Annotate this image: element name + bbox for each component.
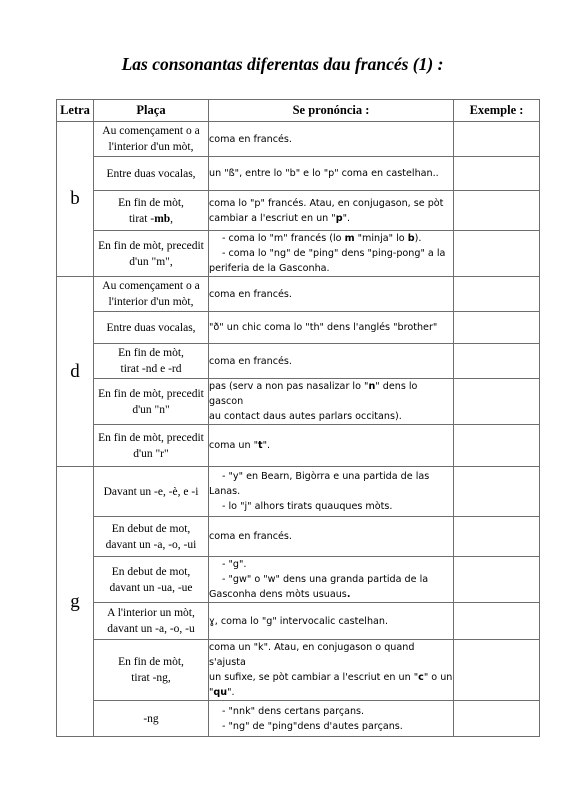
text-run: cambiar a l'escriut en un " [209, 212, 336, 224]
pronouncia-cell [209, 517, 454, 557]
exemple-cell [454, 312, 540, 344]
table-row [57, 467, 540, 517]
exemple-cell [454, 467, 540, 517]
pronouncia-line [209, 685, 453, 700]
text-run: tirat -ng, [131, 672, 171, 684]
text-run: -ng [143, 712, 159, 725]
text-run: ". [227, 687, 235, 698]
table-row [57, 344, 540, 379]
placa-line [94, 254, 208, 270]
text-run: A l'interior un mòt, [107, 607, 195, 619]
pronouncia-line [209, 484, 453, 499]
text-run: coma un " [209, 440, 259, 451]
text-run: " dens lo gascon [209, 381, 418, 407]
table-row [57, 557, 540, 603]
text-run: ). [414, 233, 422, 244]
table-row [57, 157, 540, 191]
text-run: En fin de mòt, precedit [98, 239, 204, 252]
table-row [57, 517, 540, 557]
text-run: l'interior d'un mòt, [108, 296, 194, 308]
text-run: - coma lo "m" francés (lo [222, 233, 345, 244]
header-row [57, 100, 540, 122]
text-run: - "y" en Bearn, Bigòrra e una partida de las [222, 471, 430, 482]
pronouncia-line [209, 499, 453, 514]
placa-line [94, 278, 208, 294]
text-run: , [170, 212, 174, 225]
text-run: davant un -a, -o, -ui [105, 538, 197, 551]
pronouncia-line [209, 587, 453, 602]
text-run: Au començament o a [102, 280, 200, 292]
text-run: - lo "j" alhors tirats quauques mòts. [222, 501, 393, 512]
pronouncia-line [209, 572, 453, 587]
table-row [57, 231, 540, 277]
text-run: n [368, 381, 376, 392]
pronouncia-cell [209, 467, 454, 517]
pronouncia-cell [209, 425, 454, 467]
text-run: Gasconha dens mòts usuaus [209, 589, 347, 600]
placa-line [94, 537, 208, 553]
text-run: d'un "n" [132, 403, 170, 416]
placa-cell [94, 344, 209, 379]
text-run: Davant un -e, -è, e -i [103, 485, 199, 498]
text-run: - "g". [222, 559, 247, 570]
pronouncia-cell [209, 603, 454, 640]
pronouncia-cell [209, 231, 454, 277]
pronouncia-cell [209, 557, 454, 603]
pronouncia-line [209, 211, 453, 226]
text-run: En debut de mot, [111, 565, 191, 578]
placa-line [94, 430, 208, 446]
header-placa: Plaça [94, 100, 209, 122]
text-run: pas (serv a non pas nasalizar lo " [209, 381, 369, 392]
table-row [57, 277, 540, 312]
text-run: " o un [423, 672, 453, 683]
placa-cell [94, 312, 209, 344]
pronouncia-line [209, 557, 453, 572]
pronouncia-cell [209, 122, 454, 157]
text-run: m [344, 233, 355, 244]
pronouncia-line [209, 231, 453, 246]
exemple-cell [454, 191, 540, 231]
placa-cell [94, 231, 209, 277]
letter-cell: b [57, 122, 94, 277]
pronouncia-line [209, 438, 453, 453]
placa-line [94, 345, 208, 361]
header-exemple: Exemple : [454, 100, 540, 122]
exemple-cell [454, 344, 540, 379]
text-run: coma un "k". Atau, en conjugason o quand s'ajusta [209, 642, 415, 668]
text-run: coma en francés. [209, 288, 292, 300]
text-run: ɣ, coma lo "g" intervocalic castelhan. [209, 615, 389, 627]
text-run: En fin de mòt, [118, 656, 184, 668]
text-run: coma lo "p" francés. Atau, en conjugason, se pòt [209, 197, 444, 209]
placa-line [94, 211, 208, 227]
pronouncia-cell [209, 277, 454, 312]
placa-line [94, 446, 208, 462]
text-run: qu [213, 687, 228, 698]
text-run: Entre duas vocalas, [106, 321, 196, 334]
placa-cell [94, 157, 209, 191]
pronouncia-cell [209, 640, 454, 701]
text-run: - "gw" o "w" dens una granda partida de la [222, 574, 429, 585]
table-row [57, 701, 540, 737]
placa-line [94, 402, 208, 418]
text-run: " [209, 687, 214, 698]
pronouncia-cell [209, 379, 454, 425]
text-run: En debut de mot, [111, 522, 191, 535]
consonants-table [56, 99, 540, 737]
exemple-cell [454, 425, 540, 467]
pronouncia-line [209, 354, 453, 369]
page-title: Las consonantas diferentas dau francés (1) : [121, 54, 444, 74]
placa-cell [94, 122, 209, 157]
placa-line [94, 166, 208, 182]
text-run: Lanas. [209, 486, 241, 497]
text-run: davant un -a, -o, -u [107, 623, 195, 635]
text-run: - "ng" de "ping"dens d'autes parçans. [222, 720, 403, 732]
pronouncia-line [209, 261, 453, 276]
placa-line [94, 580, 208, 596]
pronouncia-cell [209, 344, 454, 379]
placa-line [94, 195, 208, 211]
placa-line [94, 654, 208, 670]
text-run: . [346, 589, 351, 600]
placa-line [94, 139, 208, 155]
placa-cell [94, 379, 209, 425]
placa-cell [94, 191, 209, 231]
placa-line [94, 320, 208, 336]
text-run: d'un "r" [133, 447, 169, 460]
text-run: c [418, 672, 424, 683]
text-run: periferia de la Gasconha. [209, 263, 330, 274]
pronouncia-line [209, 196, 453, 211]
text-run: p [335, 212, 343, 224]
pronouncia-cell [209, 312, 454, 344]
exemple-cell [454, 122, 540, 157]
placa-cell [94, 425, 209, 467]
text-run: En fin de mòt, [118, 347, 184, 359]
placa-line [94, 484, 208, 500]
text-run: coma en francés. [209, 133, 292, 145]
letter-cell: g [57, 467, 94, 737]
placa-line [94, 670, 208, 686]
placa-line [94, 123, 208, 139]
exemple-cell [454, 603, 540, 640]
placa-cell [94, 603, 209, 640]
pronouncia-line [209, 529, 453, 544]
placa-line [94, 605, 208, 621]
text-run: tirat -nd e -rd [120, 363, 182, 375]
text-run: un sufixe, se pòt cambiar a l'escriut en un " [209, 672, 419, 683]
placa-cell [94, 277, 209, 312]
placa-line [94, 621, 208, 637]
pronouncia-line [209, 469, 453, 484]
pronouncia-line [209, 409, 453, 424]
pronouncia-line [209, 287, 453, 302]
exemple-cell [454, 379, 540, 425]
placa-cell [94, 467, 209, 517]
exemple-cell [454, 557, 540, 603]
placa-line [94, 386, 208, 402]
text-run: - coma lo "ng" de "ping" dens "ping-pong" a la [222, 248, 446, 259]
exemple-cell [454, 701, 540, 737]
pronouncia-line [209, 640, 453, 670]
text-run: b [407, 233, 415, 244]
placa-line [94, 238, 208, 254]
pronouncia-line [209, 704, 453, 719]
exemple-cell [454, 157, 540, 191]
text-run: au contact daus autes parlars occitans). [209, 411, 402, 422]
text-run: ". [342, 212, 351, 224]
text-run: davant un -ua, -ue [109, 581, 193, 594]
text-run: ". [262, 440, 271, 451]
text-run: Entre duas vocalas, [106, 167, 196, 180]
placa-line [94, 521, 208, 537]
header-letra: Letra [57, 100, 94, 122]
pronouncia-cell [209, 191, 454, 231]
pronouncia-line [209, 719, 453, 734]
text-run: d'un "m", [129, 255, 173, 268]
text-run: t [258, 440, 263, 451]
text-run: coma en francés. [209, 531, 292, 542]
placa-cell [94, 557, 209, 603]
exemple-cell [454, 277, 540, 312]
placa-cell [94, 640, 209, 701]
pronouncia-line [209, 320, 453, 335]
text-run: En fin de mòt, precedit [98, 431, 204, 444]
placa-line [94, 564, 208, 580]
table-row [57, 379, 540, 425]
letter-cell: d [57, 277, 94, 467]
pronouncia-cell [209, 157, 454, 191]
table-row [57, 640, 540, 701]
text-run: En fin de mòt, precedit [98, 387, 204, 400]
text-run: tirat - [128, 212, 155, 225]
table-row [57, 603, 540, 640]
table-row [57, 191, 540, 231]
text-run: mb [154, 212, 171, 225]
pronouncia-line [209, 132, 453, 147]
text-run: - "nnk" dens certans parçans. [222, 705, 365, 717]
text-run: l'interior d'un mòt, [108, 141, 194, 153]
text-run: Au començament o a [102, 125, 200, 137]
table-row [57, 122, 540, 157]
pronouncia-line [209, 670, 453, 685]
placa-line [94, 711, 208, 727]
placa-line [94, 361, 208, 377]
placa-cell [94, 701, 209, 737]
pronouncia-cell [209, 701, 454, 737]
pronouncia-line [209, 166, 453, 181]
exemple-cell [454, 517, 540, 557]
placa-line [94, 294, 208, 310]
table-row [57, 425, 540, 467]
pronouncia-line [209, 246, 453, 261]
header-pronouncia: Se pronóncia : [209, 100, 454, 122]
text-run: "ð" un chic coma lo "th" dens l'anglés "brother" [209, 322, 438, 333]
pronouncia-line [209, 614, 453, 629]
table-row [57, 312, 540, 344]
exemple-cell [454, 231, 540, 277]
text-run: En fin de mòt, [118, 196, 184, 209]
pronouncia-line [209, 379, 453, 409]
placa-cell [94, 517, 209, 557]
text-run: coma en francés. [209, 355, 292, 367]
exemple-cell [454, 640, 540, 701]
text-run: un "ß", entre lo "b" e lo "p" coma en castelhan.. [209, 168, 439, 179]
text-run: "minja" lo [354, 233, 408, 244]
